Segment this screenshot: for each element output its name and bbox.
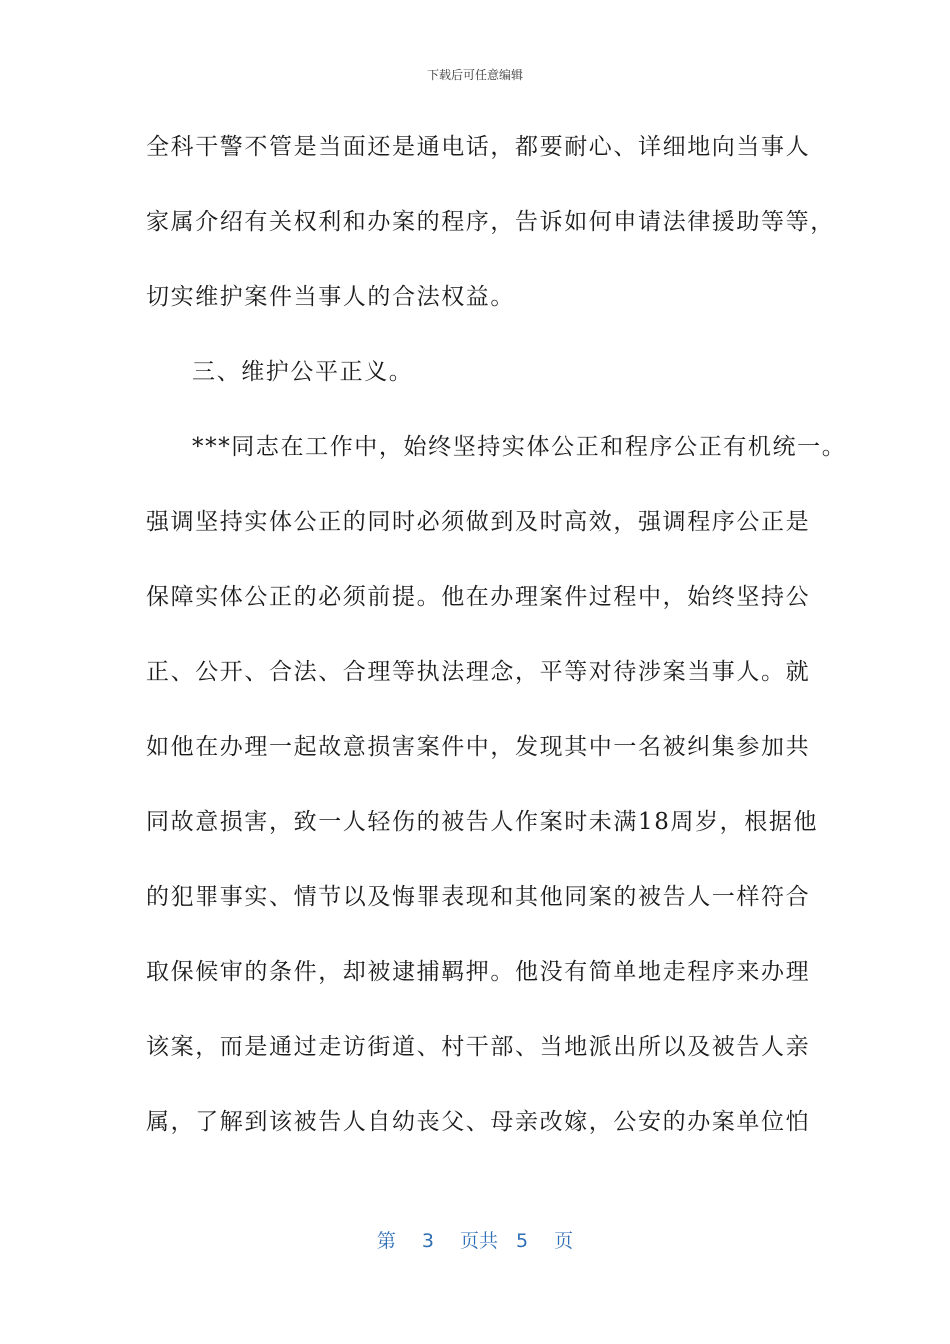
page-header: 下载后可任意编辑 [426, 68, 523, 82]
body-line: 该案，而是通过走访街道、村干部、当地派出所以及被告人亲 [146, 1034, 811, 1060]
body-line: 全科干警不管是当面还是通电话，都要耐心、详细地向当事人 [146, 134, 811, 160]
body-line: 正、公开、合法、合理等执法理念，平等对待涉案当事人。就 [146, 659, 811, 685]
footer-current-page: 3 [421, 1230, 434, 1252]
body-line: 的犯罪事实、情节以及悔罪表现和其他同案的被告人一样符合 [146, 884, 811, 910]
footer-middle: 页共 [459, 1230, 498, 1252]
section-heading: 三、维护公平正义。 [192, 359, 414, 385]
footer-suffix: 页 [554, 1230, 574, 1252]
body-line: 家属介绍有关权利和办案的程序，告诉如何申请法律援助等等， [146, 209, 835, 235]
body-line: 同故意损害，致一人轻伤的被告人作案时未满18周岁，根据他 [146, 809, 819, 835]
footer-prefix: 第 [376, 1230, 396, 1252]
body-line: 切实维护案件当事人的合法权益。 [146, 284, 515, 310]
body-line: 保障实体公正的必须前提。他在办理案件过程中，始终坚持公 [146, 584, 811, 610]
document-body [146, 128, 847, 1178]
footer-total-pages: 5 [516, 1230, 529, 1252]
body-line: 如他在办理一起故意损害案件中，发现其中一名被纠集参加共 [146, 734, 811, 760]
body-line: ***同志在工作中，始终坚持实体公正和程序公正有机统一。 [192, 434, 847, 460]
page-number-footer [0, 1226, 950, 1253]
body-line: 属，了解到该被告人自幼丧父、母亲改嫁，公安的办案单位怕 [146, 1109, 811, 1135]
body-line: 取保候审的条件，却被逮捕羁押。他没有简单地走程序来办理 [146, 959, 811, 985]
body-line: 强调坚持实体公正的同时必须做到及时高效，强调程序公正是 [146, 509, 811, 535]
